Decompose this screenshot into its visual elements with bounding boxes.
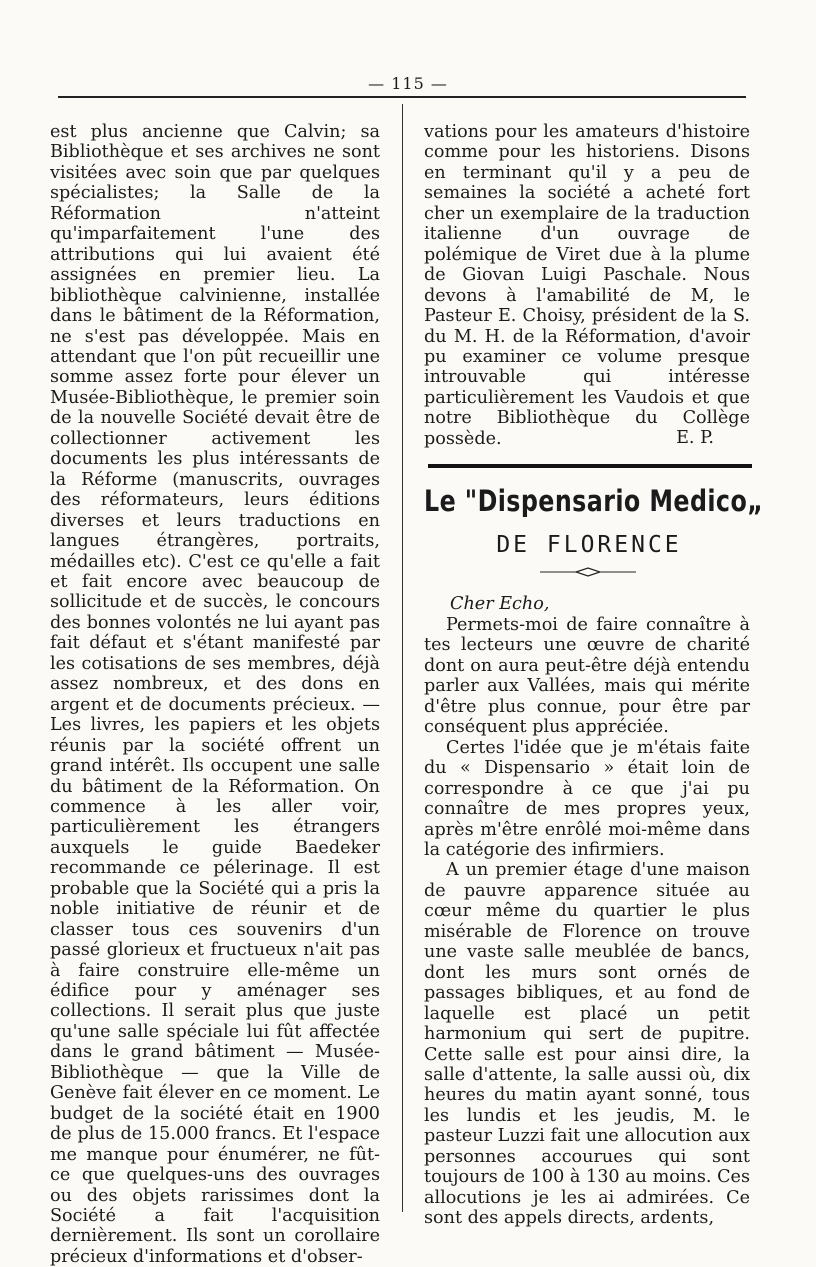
article-paragraph: Permets-moi de faire connaître à tes lecteurs une œuvre de charité dont on aura peut-être déjà entendu parler aux Vallées, mais qui mérite d'être plus connue, pour être par conséquent plus appréciée. — [424, 615, 750, 738]
left-column — [50, 122, 380, 1267]
article-paragraph: A un premier étage d'une maison de pauvre apparence située au cœur même du quartier le plus misérable de Florence on trouve une vaste salle meublée de bancs, dont les murs sont ornés de passages bibliques, et au fond de laquelle est placé un petit harmonium qui sert de pupitre. Cette salle est pour ainsi dire, la salle d'attente, la salle aussi où, dix heures du matin ayant sonné, tous les lundis et les jeudis, M. le pasteur Luzzi fait une allocution aux personnes accourues qui sont toujours de 100 à 130 au moins. Ces allocutions je les ai admirées. Ce sont des appels directs, ardents, — [424, 860, 750, 1229]
salutation: Cher Echo, — [450, 594, 550, 614]
article-subtitle: DE FLORENCE — [496, 532, 682, 558]
right-column-continuation — [424, 122, 750, 449]
page-number: — 115 — — [368, 74, 448, 93]
header-rule — [58, 96, 746, 98]
left-column-paragraph: est plus ancienne que Calvin; sa Bibliothèque et ses archives ne sont visitées avec soin que par quelques spécialistes; la Salle de la Réformation n'atteint qu'imparfaitement l'une des attributions qui lui avaient été assignées en premier lieu. La bibliothèque calvinienne, installée dans le bâtiment de la Réformation, ne s'est pas développée. Mais en attendant que l'on pût recueillir une somme assez forte pour élever un Musée-Bibliothèque, le premier soin de la nouvelle Société devait être de collectionner activement les documents les plus intéressants de la Réforme (manuscrits, ouvrages des réformateurs, leurs éditions diverses et leurs traductions en langues étrangères, portraits, médailles etc). C'est ce qu'elle a fait et fait encore avec beaucoup de sollicitude et de succès, le concours des bonnes volontés ne lui ayant pas fait défaut et s'étant manifesté par les cotisations de ses membres, déjà assez nombreux, et des dons en argent et de documents précieux. — Les livres, les papiers et les objets réunis par la société offrent un grand intérêt. Ils occupent une salle du bâtiment de la Réformation. On commence à les aller voir, particulièrement les étrangers auxquels le guide Baedeker recommande ce pélerinage. Il est probable que la Société qui a pris la noble initiative de réunir et de classer tous ces souvenirs d'un passé glorieux et fructueux n'ait pas à faire construire elle-même un édifice pour y aménager ses collections. Il serait plus que juste qu'une salle spéciale lui fût affectée dans le grand bâtiment — Musée-Bibliothèque — que la Ville de Genève fait élever en ce moment. Le budget de la société était en 1900 de plus de 15.000 francs. Et l'espace me manque pour énumérer, ne fût-ce que quelques-uns des ouvrages ou des objets rarissimes dont la Société a fait l'acquisition dernièrement. Ils sont un corollaire précieux d'informations et d'obser- — [50, 122, 380, 1267]
right-column-paragraph: vations pour les amateurs d'histoire comme pour les historiens. Disons en terminant qu'il y a peu de semaines la société a acheté fort cher un exemplaire de la traduction italienne d'un ouvrage de polémique de Viret due à la plume de Giovan Luigi Paschale. Nous devons à l'amabilité de M, le Pasteur E. Choisy, président de la S. du M. H. de la Réformation, d'avoir pu examiner ce volume presque introuvable qui intéresse particulièrement les Vaudois et que notre Bibliothèque du Collège possède. — [424, 122, 750, 449]
section-divider-rule — [428, 464, 752, 468]
article-title: Le "Dispensario Medico„ — [424, 484, 764, 518]
author-signature: E. P. — [676, 428, 714, 448]
article-body — [424, 615, 750, 1229]
ornament-divider-icon — [540, 566, 636, 578]
article-paragraph: Certes l'idée que je m'étais faite du « Dispensario » était loin de correspondre à ce que j'ai pu connaître de mes propres yeux, après m'être enrôlé moi-même dans la catégorie des infirmiers. — [424, 737, 750, 860]
column-divider — [402, 104, 403, 1212]
